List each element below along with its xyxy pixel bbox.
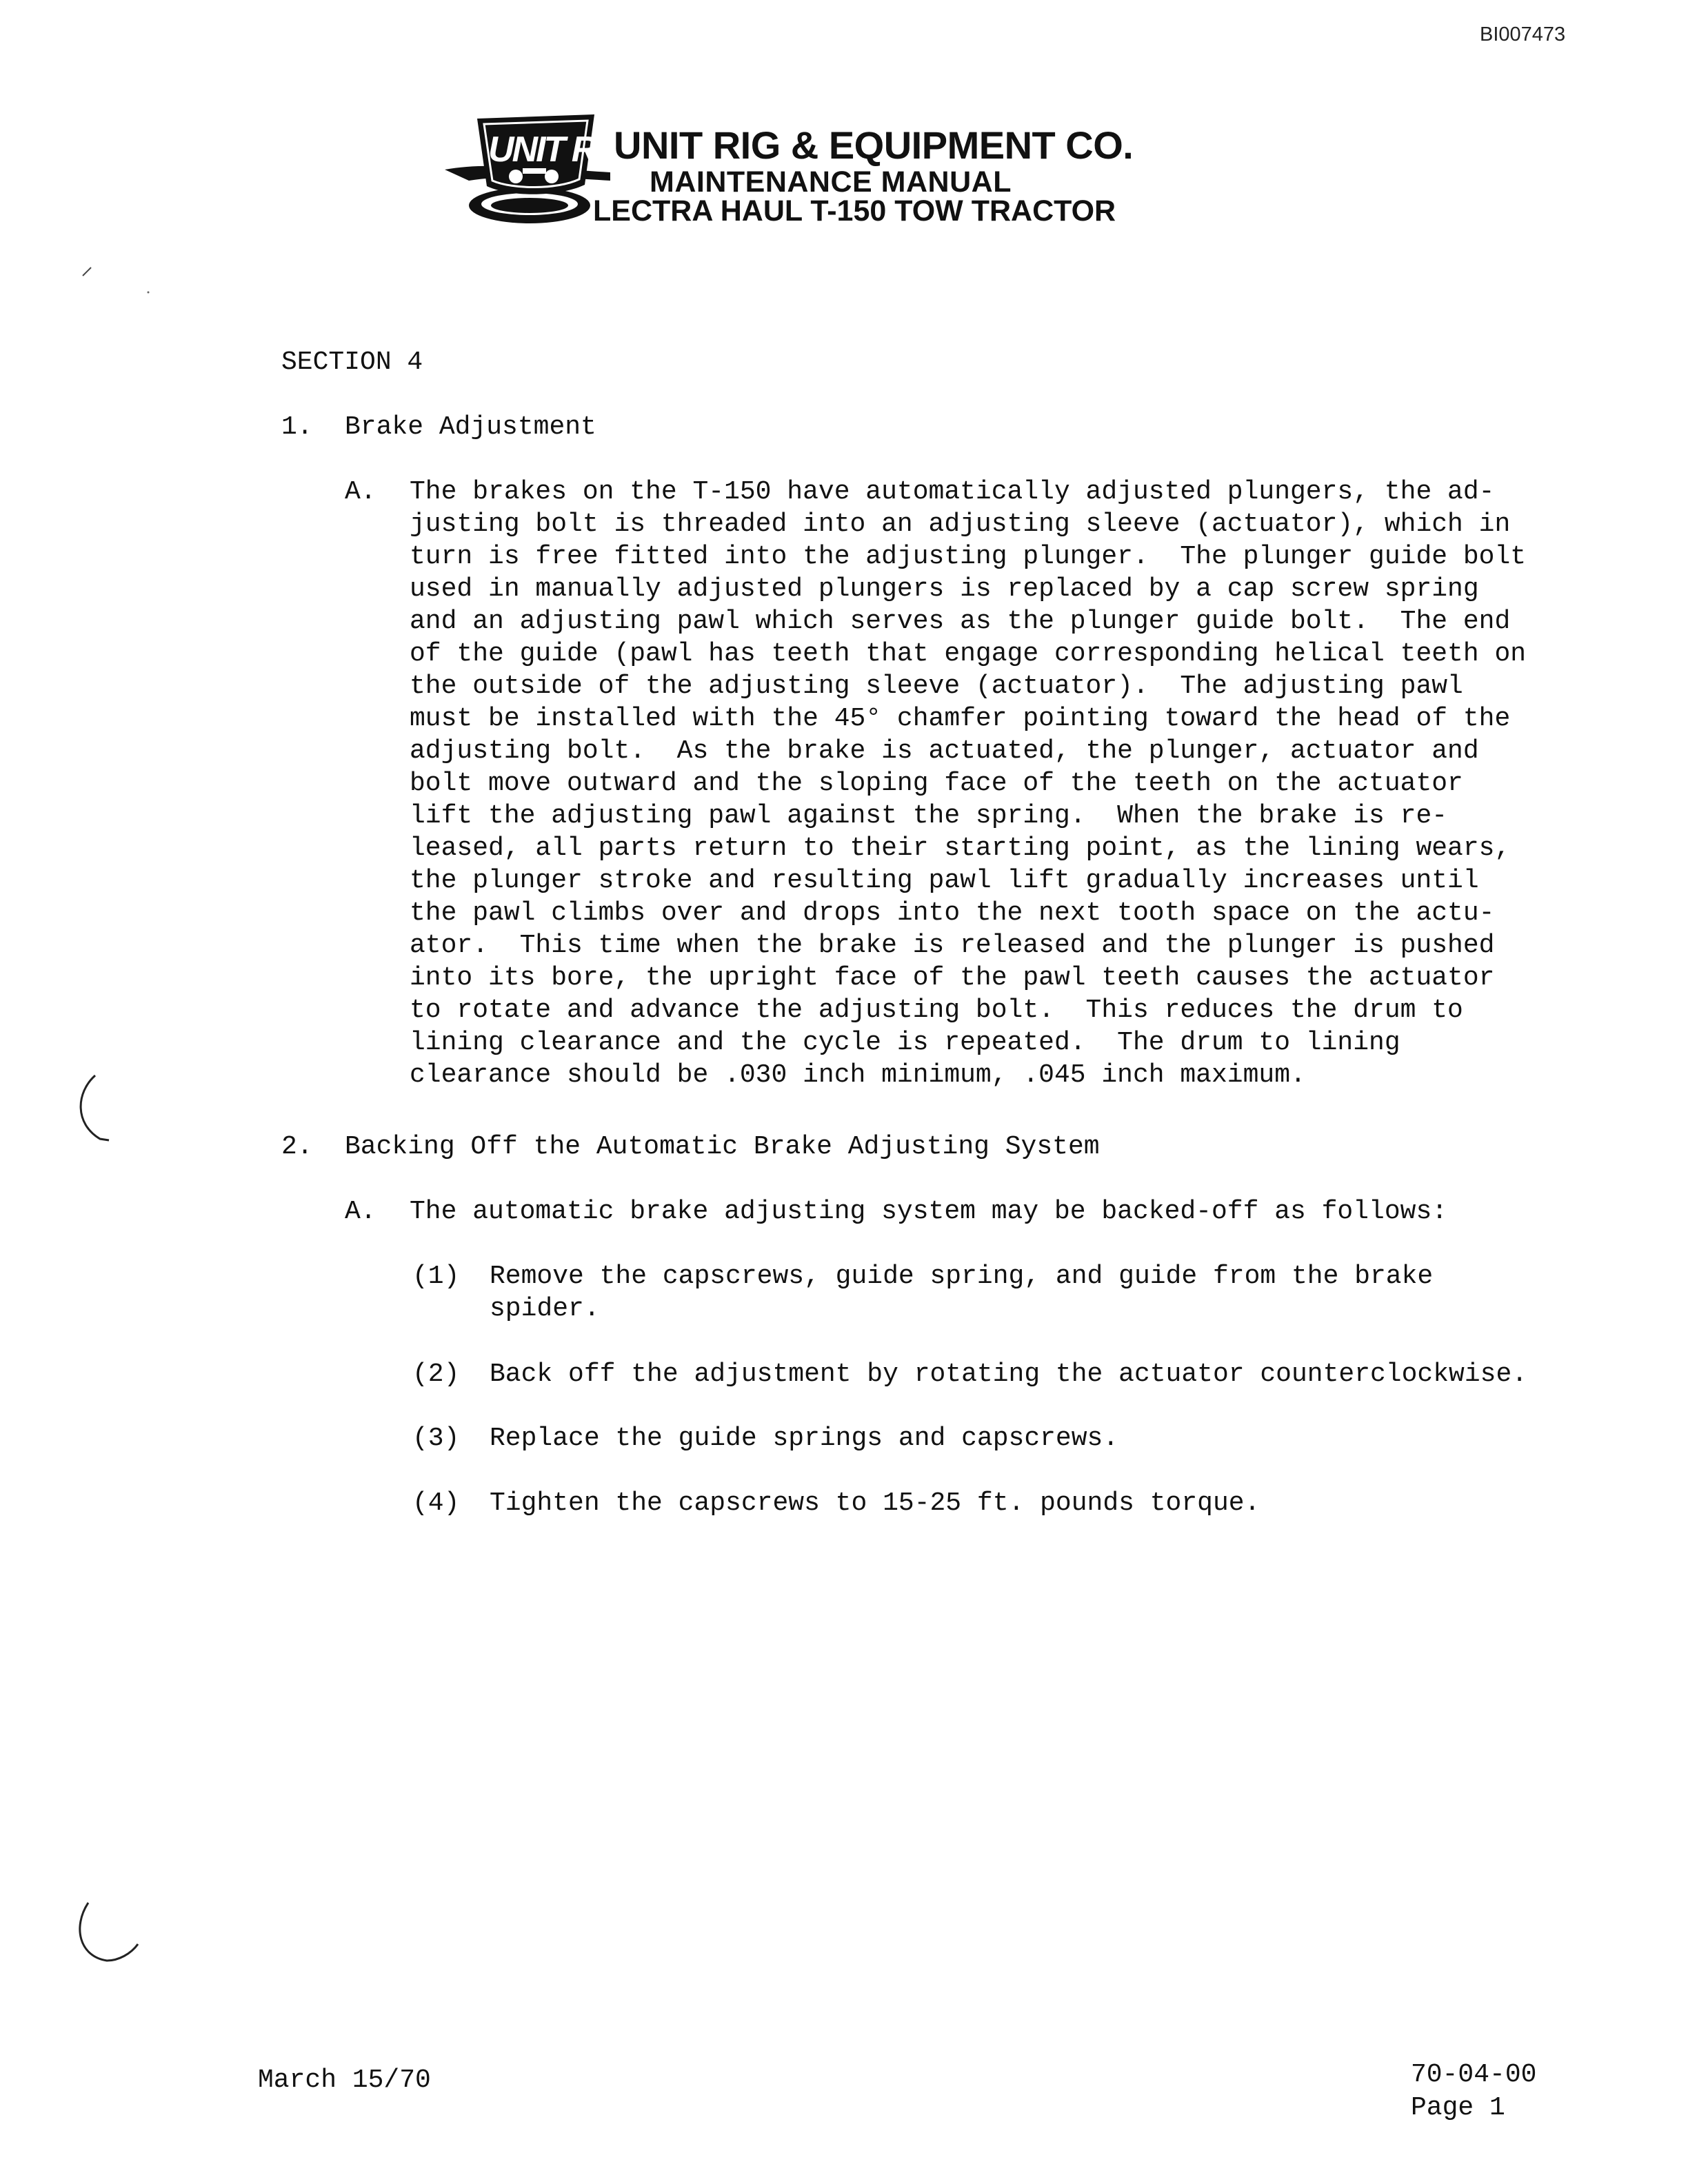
svg-text:UNIT RIG: UNIT RIG xyxy=(488,130,630,170)
step-2-number: (2) xyxy=(412,1359,460,1389)
step-2-text: Back off the adjustment by rotating the actuator counterclockwise. xyxy=(490,1359,1528,1389)
item-2-sub-letter: A. xyxy=(345,1197,376,1226)
letterhead xyxy=(441,109,1200,240)
item-1-paragraph: The brakes on the T-150 have automatically adjusted plungers, the ad- justing bolt is threaded into an adjusting sleeve (actuator), which in turn is free fitted into the adjusting plunger. The plunger guide bolt used in manually adjusted plungers is replaced by a cap screw spring and an adjusting pawl which serves as the plunger guide bolt. The end of the guide (pawl has teeth that engage corresponding helical teeth on the outside of the adjusting sleeve (actuator). The adjusting pawl must be installed with the 45° chamfer pointing toward the head of the adjusting bolt. As the brake is actuated, the plunger, actuator and bolt move outward and the sloping face of the teeth on the actuator lift the adjusting pawl against the spring. When the brake is re- leased, all parts return to their starting point, as the lining wears, the plunger stroke and resulting pawl lift gradually increases until the pawl climbs over and drops into the next tooth space on the actu- ator. This time when the brake is released and the plunger is pushed into its bore, the upright face of the pawl teeth causes the actuator to rotate and advance the adjusting bolt. This reduces the drum to lining clearance and the cycle is repeated. The drum to lining clearance should be .030 inch minimum, .045 inch maximum. xyxy=(410,477,1527,1090)
unit-rig-logo xyxy=(441,109,630,233)
step-4-text: Tighten the capscrews to 15-25 ft. pounds torque. xyxy=(490,1488,1260,1518)
document-id: BI007473 xyxy=(1480,23,1566,46)
step-3-text: Replace the guide springs and capscrews. xyxy=(490,1424,1119,1453)
footer-page: Page 1 xyxy=(1411,2093,1505,2123)
step-3-number: (3) xyxy=(412,1424,460,1453)
product-title: LECTRA HAUL T-150 TOW TRACTOR xyxy=(593,194,1116,228)
item-2-intro: The automatic brake adjusting system may be backed-off as follows: xyxy=(410,1197,1448,1226)
item-2-title: Backing Off the Automatic Brake Adjusting System xyxy=(345,1132,1100,1162)
section-label: SECTION 4 xyxy=(281,347,423,377)
step-1-number: (1) xyxy=(412,1262,460,1291)
punch-hole-mark-lower xyxy=(69,1889,152,1972)
punch-hole-mark-upper xyxy=(69,1062,117,1151)
footer-code: 70-04-00 xyxy=(1411,2060,1537,2090)
stray-mark xyxy=(76,255,159,303)
item-1-sub-letter: A. xyxy=(345,477,376,507)
manual-title: MAINTENANCE MANUAL xyxy=(650,165,1012,199)
item-2-number: 2. xyxy=(281,1132,313,1162)
company-name: UNIT RIG & EQUIPMENT CO. xyxy=(614,123,1134,167)
footer-date: March 15/70 xyxy=(258,2065,431,2095)
item-1-title: Brake Adjustment xyxy=(345,412,596,442)
step-4-number: (4) xyxy=(412,1488,460,1518)
step-1-text: Remove the capscrews, guide spring, and guide from the brake spider. xyxy=(490,1262,1434,1324)
item-1-number: 1. xyxy=(281,412,313,442)
